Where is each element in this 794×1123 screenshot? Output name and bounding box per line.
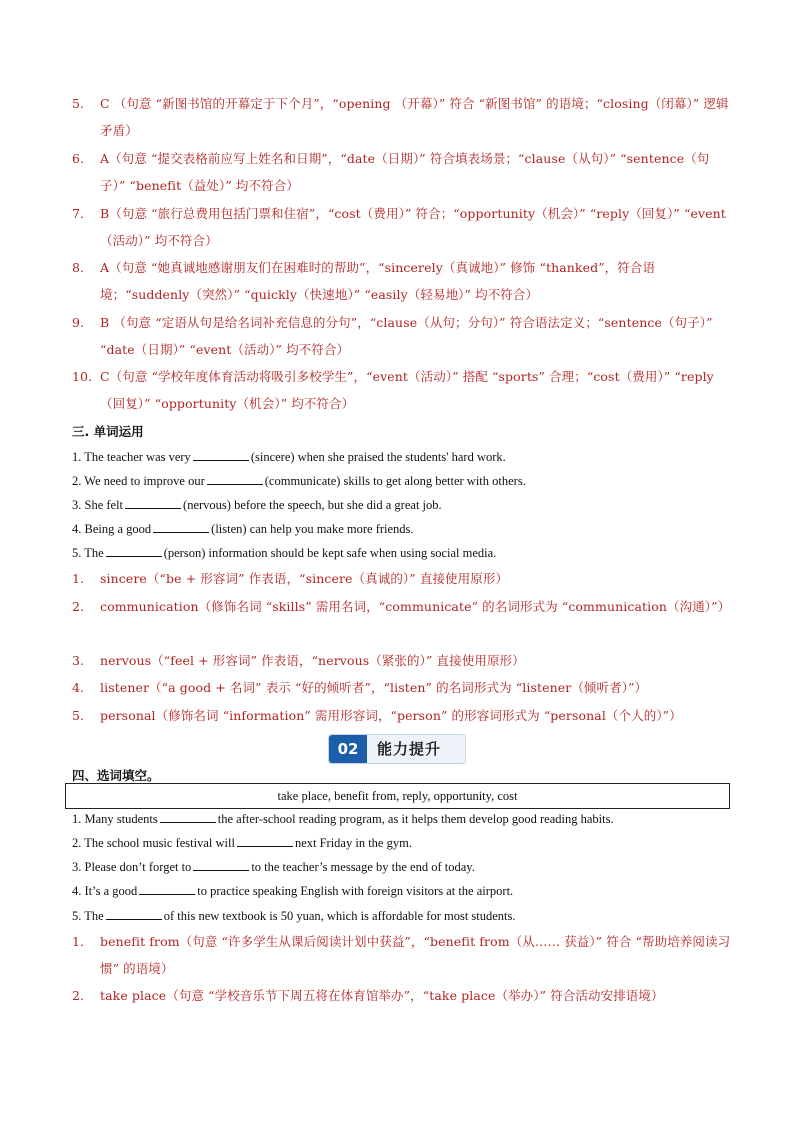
question-text: 5. The bbox=[72, 909, 104, 923]
question-text: of this new textbook is 50 yuan, which is affordable for most students. bbox=[163, 909, 516, 923]
answer-text: benefit from（句意 “许多学生从课后阅读计划中获益”，“benefit from（从…… 获益）” 符合 “帮助培养阅读习惯” 的语境） bbox=[100, 934, 731, 976]
answer-item bbox=[72, 565, 732, 592]
question-text: to practice speaking English with foreign visitors at the airport. bbox=[197, 884, 514, 898]
answer-blank[interactable] bbox=[106, 907, 162, 920]
question-text: (person) information should be kept safe when using social media. bbox=[163, 546, 497, 560]
answer-item bbox=[72, 647, 732, 674]
answer-number: 5. bbox=[72, 96, 85, 111]
answer-text: nervous（“feel + 形容词” 作表语，“nervous（紧张的）” 直接使用原形） bbox=[100, 653, 525, 668]
question-item bbox=[72, 472, 526, 490]
question-item bbox=[72, 834, 412, 852]
question-text: 1. Many students bbox=[72, 812, 158, 826]
answer-item bbox=[72, 674, 732, 701]
question-text: 1. The teacher was very bbox=[72, 450, 191, 464]
answer-item bbox=[72, 254, 732, 308]
answer-item bbox=[72, 309, 732, 363]
answer-text: C （句意 “新图书馆的开幕定于下个月”，“opening （开幕）” 符合 “新图书馆” 的语境；“closing（闭幕）” 逻辑矛盾） bbox=[100, 96, 729, 138]
answer-text: take place（句意 “学校音乐节下周五将在体育馆举办”，“take place（举办）” 符合活动安排语境） bbox=[100, 988, 664, 1003]
question-text: 4. It’s a good bbox=[72, 884, 138, 898]
question-text: (listen) can help you make more friends. bbox=[211, 522, 414, 536]
question-text: 4. Being a good bbox=[72, 522, 152, 536]
answer-text: listener（“a good + 名词” 表示 “好的倾听者”，“listen” 的名词形式为 “listener（倾听者）”） bbox=[100, 680, 648, 695]
answer-number: 3. bbox=[72, 653, 85, 668]
question-text: 2. The school music festival will bbox=[72, 836, 235, 850]
answer-number: 2. bbox=[72, 599, 85, 614]
answer-number: 7. bbox=[72, 206, 85, 221]
answer-text: C（句意 “学校年度体育活动将吸引多校学生”，“event（活动）” 搭配 “sports” 合理；“cost（费用）” “reply（回复）” “opportunity（机会）” 均不符合） bbox=[100, 369, 714, 411]
question-item bbox=[72, 907, 516, 925]
answer-text: sincere（“be + 形容词” 作表语，“sincere（真诚的）” 直接使用原形） bbox=[100, 571, 509, 586]
question-text: to the teacher’s message by the end of today. bbox=[251, 860, 475, 874]
question-item bbox=[72, 858, 475, 876]
answer-number: 1. bbox=[72, 571, 85, 586]
answer-blank[interactable] bbox=[207, 472, 263, 485]
section-heading: 三. 单词运用 bbox=[72, 424, 144, 439]
section-banner bbox=[328, 734, 466, 764]
question-item bbox=[72, 882, 513, 900]
answer-blank[interactable] bbox=[237, 834, 293, 847]
question-text: 3. Please don’t forget to bbox=[72, 860, 192, 874]
answer-blank[interactable] bbox=[139, 882, 195, 895]
answer-blank[interactable] bbox=[160, 810, 216, 823]
answer-number: 5. bbox=[72, 708, 85, 723]
answer-number: 6. bbox=[72, 151, 85, 166]
section-heading: 四、选词填空。 bbox=[72, 768, 160, 783]
answer-number: 8. bbox=[72, 260, 85, 275]
question-text: 3. She felt bbox=[72, 498, 124, 512]
question-item bbox=[72, 496, 442, 514]
question-text: next Friday in the gym. bbox=[294, 836, 412, 850]
answer-number: 2. bbox=[72, 988, 85, 1003]
answer-item bbox=[72, 702, 732, 729]
answer-number: 4. bbox=[72, 680, 85, 695]
answer-blank[interactable] bbox=[153, 520, 209, 533]
question-text: (sincere) when she praised the students' hard work. bbox=[250, 450, 506, 464]
answer-text: communication（修饰名词 “skills” 需用名词，“communicate” 的名词形式为 “communication（沟通）”） bbox=[100, 599, 731, 614]
answer-item bbox=[72, 982, 732, 1009]
answer-blank[interactable] bbox=[193, 448, 249, 461]
answer-text: B （句意 “定语从句是给名词补充信息的分句”，“clause（从句；分句）” 符合语法定义；“sentence（句子）” “date（日期）” “event（活动）” 均不符合） bbox=[100, 315, 713, 357]
question-text: (nervous) before the speech, but she did a great job. bbox=[183, 498, 442, 512]
answer-text: A（句意 “提交表格前应写上姓名和日期”，“date（日期）” 符合填表场景；“clause（从句）” “sentence（句子）” “benefit（益处）” 均不符合） bbox=[100, 151, 710, 193]
answer-item bbox=[72, 593, 732, 620]
word-box: take place, benefit from, reply, opportunity, cost bbox=[65, 783, 730, 809]
answer-blank[interactable] bbox=[106, 544, 162, 557]
answer-item bbox=[72, 145, 732, 199]
answer-number: 10. bbox=[72, 369, 93, 384]
answer-blank[interactable] bbox=[193, 858, 249, 871]
answer-number: 1. bbox=[72, 934, 85, 949]
question-text: 5. The bbox=[72, 546, 104, 560]
question-text: 2. We need to improve our bbox=[72, 474, 205, 488]
question-text: (communicate) skills to get along better with others. bbox=[264, 474, 526, 488]
answer-text: personal（修饰名词 “information” 需用形容词，“person” 的形容词形式为 “personal（个人的）”） bbox=[100, 708, 682, 723]
banner-title: 能力提升 bbox=[377, 740, 442, 758]
answer-text: B（句意 “旅行总费用包括门票和住宿”，“cost（费用）” 符合；“opportunity（机会）” “reply（回复）” “event（活动）” 均不符合） bbox=[100, 206, 726, 248]
answer-item bbox=[72, 363, 732, 417]
question-item bbox=[72, 520, 414, 538]
answer-text: A（句意 “她真诚地感谢朋友们在困难时的帮助”，“sincerely（真诚地）” 修饰 “thanked”，符合语境；“suddenly（突然）” “quickly（快速地）” “easily（轻易地）” 均不符合） bbox=[100, 260, 656, 302]
question-text: the after-school reading program, as it helps them develop good reading habits. bbox=[217, 812, 614, 826]
answer-item bbox=[72, 90, 732, 144]
question-item bbox=[72, 544, 496, 562]
question-item bbox=[72, 448, 506, 466]
banner-badge: 02 bbox=[329, 735, 367, 763]
answer-number: 9. bbox=[72, 315, 85, 330]
answer-item bbox=[72, 200, 732, 254]
question-item bbox=[72, 810, 614, 828]
answer-item bbox=[72, 928, 732, 982]
answer-blank[interactable] bbox=[125, 496, 181, 509]
